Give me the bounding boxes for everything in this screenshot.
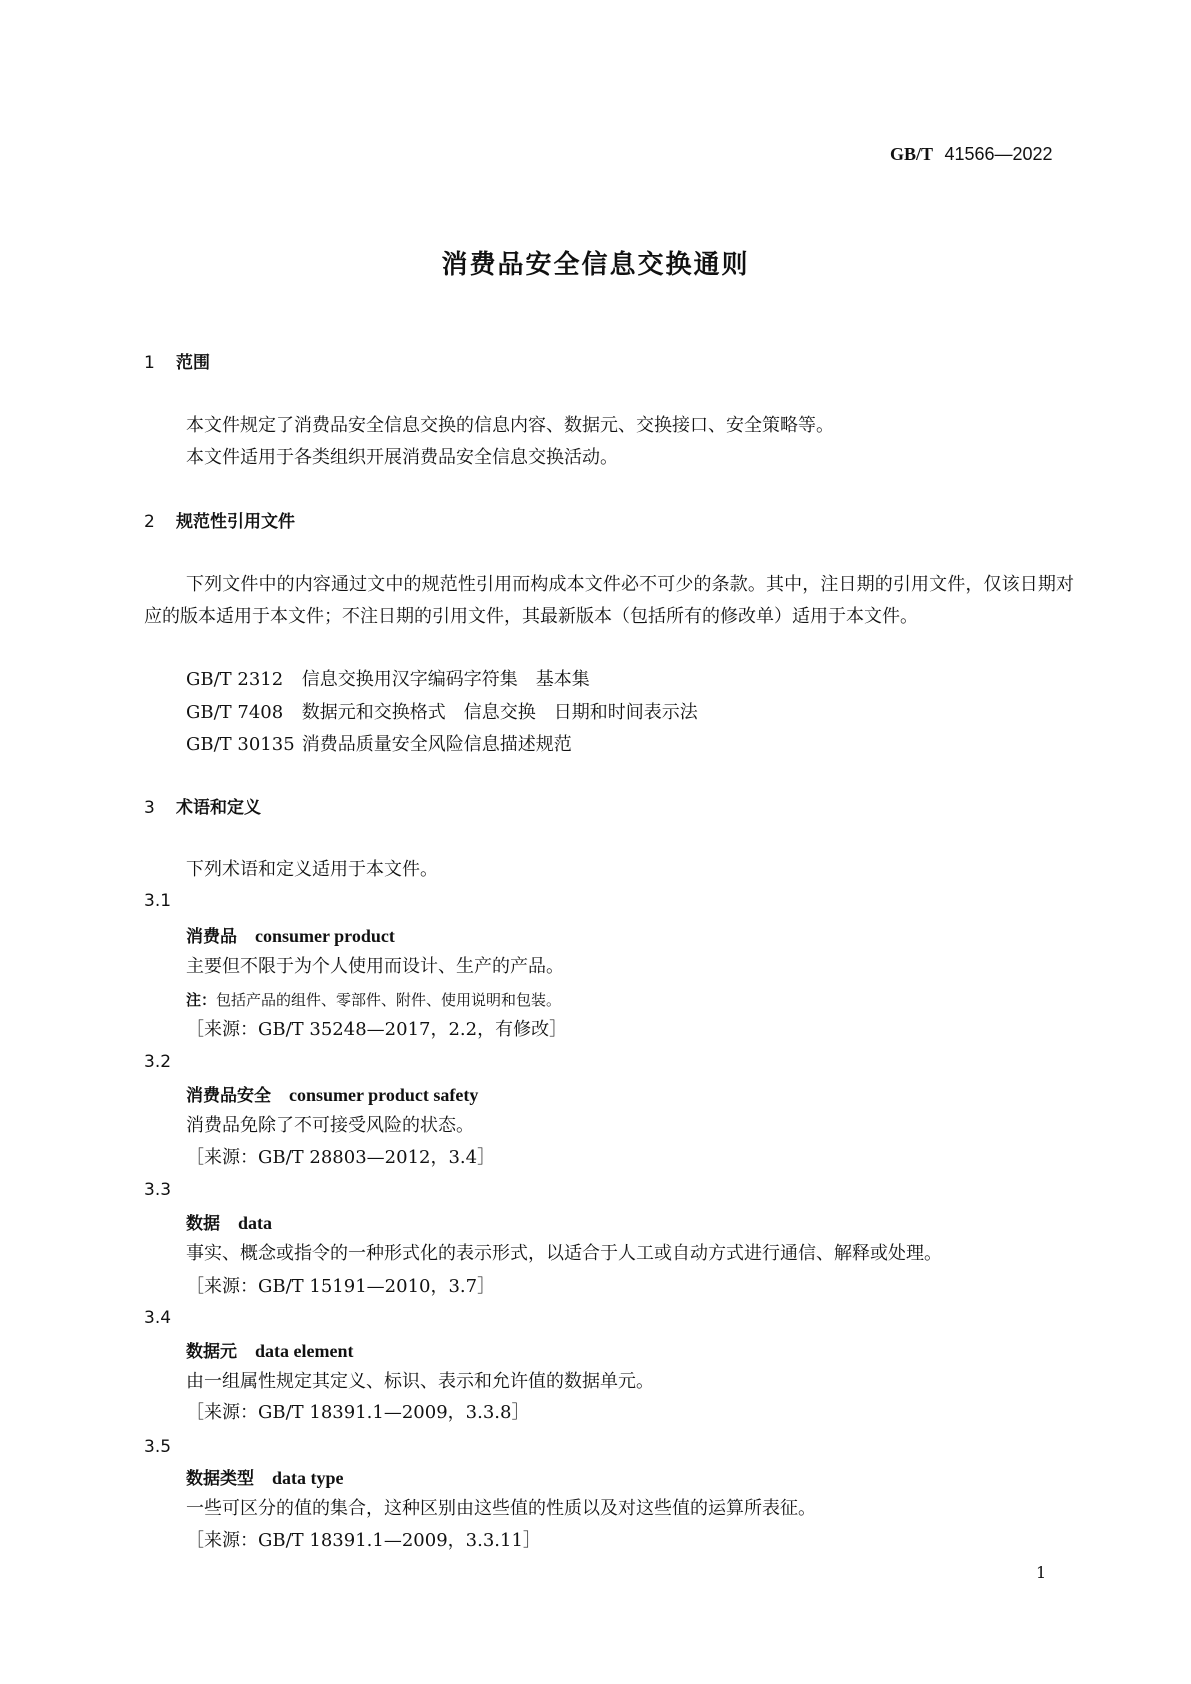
- term-zh: 数据类型: [186, 1469, 254, 1489]
- section-title: 规范性引用文件: [176, 512, 295, 532]
- term-source: ［来源：GB/T 18391.1—2009，3.3.8］: [186, 1402, 530, 1423]
- normative-reference: [186, 669, 590, 691]
- reference-title: 消费品质量安全风险信息描述规范: [301, 734, 572, 755]
- term-heading: [186, 925, 395, 948]
- term-heading: [186, 1084, 478, 1107]
- term-en: consumer product safety: [289, 1085, 479, 1105]
- term-source: ［来源：GB/T 15191—2010，3.7］: [186, 1276, 496, 1297]
- term-en: data element: [255, 1341, 354, 1361]
- reference-title: 数据元和交换格式 信息交换 日期和时间表示法: [301, 702, 698, 723]
- term-heading: [186, 1340, 353, 1363]
- reference-code: GB/T 2312: [186, 669, 284, 690]
- term-heading: [186, 1212, 272, 1235]
- section-title: 术语和定义: [176, 798, 261, 818]
- normative-reference: [186, 702, 698, 724]
- term-definition: 一些可区分的值的集合，这种区别由这些值的性质以及对这些值的运算所表征。: [186, 1498, 816, 1519]
- term-source: ［来源：GB/T 35248—2017，2.2，有修改］: [186, 1019, 568, 1040]
- standard-number: [890, 143, 1053, 166]
- term-number: 3.2: [144, 1052, 172, 1072]
- page-number: 1: [1036, 1563, 1047, 1582]
- term-number: 3.4: [144, 1308, 172, 1328]
- paragraph: 本文件适用于各类组织开展消费品安全信息交换活动。: [186, 447, 618, 468]
- term-definition: 主要但不限于为个人使用而设计、生产的产品。: [186, 956, 564, 977]
- standard-code: 41566—2022: [944, 144, 1053, 164]
- term-number: 3.3: [144, 1180, 172, 1200]
- standard-prefix: GB/T: [890, 144, 934, 164]
- reference-code: GB/T 7408: [186, 702, 284, 723]
- note-text: 包括产品的组件、零部件、附件、使用说明和包装。: [216, 991, 562, 1009]
- document-title: 消费品安全信息交换通则: [441, 250, 750, 280]
- paragraph: 下列文件中的内容通过文中的规范性引用而构成本文件必不可少的条款。其中，注日期的引用文件，仅该日期对应的版本适用于本文件；不注日期的引用文件，其最新版本（包括所有的修改单）适用于本文件。: [144, 574, 1074, 627]
- term-source: ［来源：GB/T 28803—2012，3.4］: [186, 1147, 496, 1168]
- term-en: data: [238, 1213, 273, 1233]
- term-zh: 消费品安全: [186, 1086, 271, 1106]
- section-number: 2: [144, 512, 155, 532]
- reference-code: GB/T 30135: [186, 734, 295, 755]
- term-en: data type: [272, 1468, 344, 1488]
- term-heading: [186, 1467, 344, 1490]
- term-en: consumer product: [255, 926, 395, 946]
- term-definition: 由一组属性规定其定义、标识、表示和允许值的数据单元。: [186, 1371, 654, 1392]
- term-source: ［来源：GB/T 18391.1—2009，3.3.11］: [186, 1530, 541, 1551]
- section-heading-1: [144, 352, 210, 374]
- section-heading-2: [144, 511, 295, 533]
- term-zh: 数据元: [186, 1342, 237, 1362]
- paragraph: 下列术语和定义适用于本文件。: [186, 859, 438, 880]
- section-title: 范围: [176, 353, 210, 373]
- normative-reference: [186, 734, 572, 756]
- term-definition: 消费品免除了不可接受风险的状态。: [186, 1115, 474, 1136]
- term-definition: 事实、概念或指令的一种形式化的表示形式，以适合于人工或自动方式进行通信、解释或处理。: [186, 1243, 942, 1264]
- term-number: 3.5: [144, 1437, 172, 1457]
- term-zh: 数据: [186, 1214, 220, 1234]
- section-number: 1: [144, 353, 155, 373]
- paragraph: 本文件规定了消费品安全信息交换的信息内容、数据元、交换接口、安全策略等。: [186, 415, 834, 436]
- term-note: [186, 989, 561, 1011]
- section-number: 3: [144, 798, 155, 818]
- term-zh: 消费品: [186, 927, 237, 947]
- term-number: 3.1: [144, 891, 172, 911]
- section-heading-3: [144, 797, 261, 819]
- note-label: 注：: [186, 991, 217, 1009]
- reference-title: 信息交换用汉字编码字符集 基本集: [301, 669, 590, 690]
